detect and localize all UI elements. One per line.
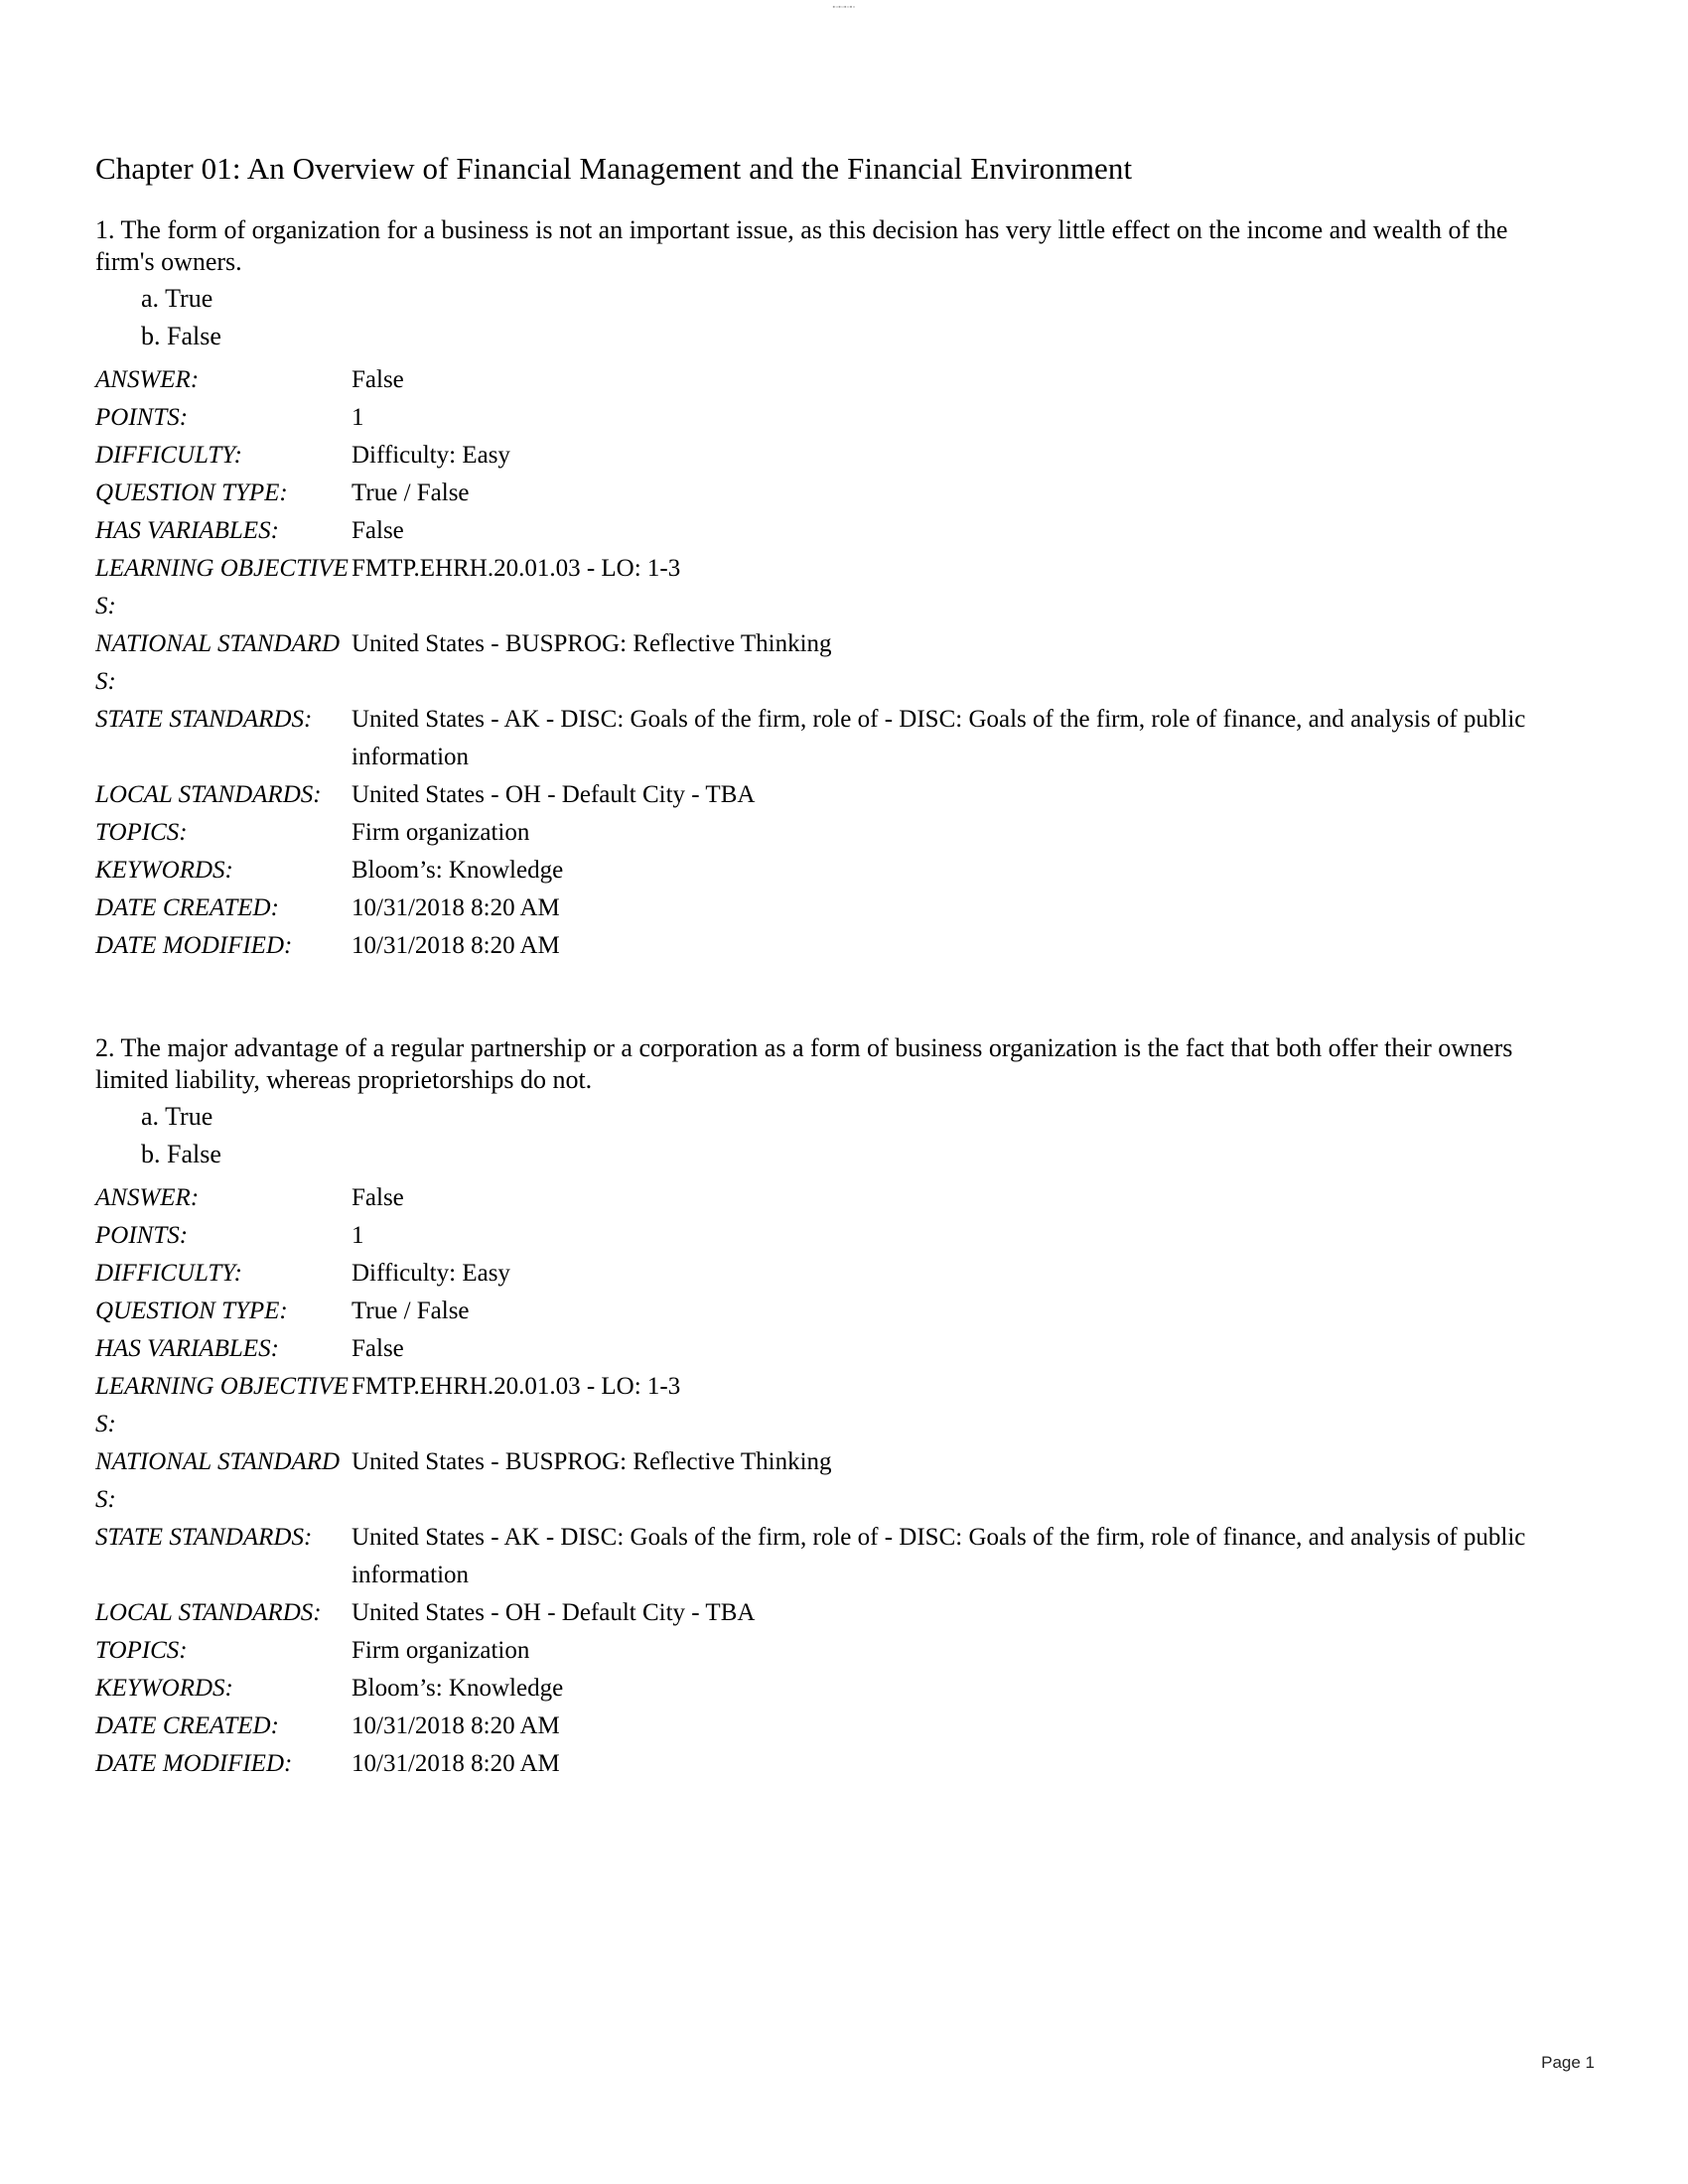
- table-row: [95, 1255, 1545, 1293]
- meta-value-topics: Firm organization: [352, 819, 530, 846]
- meta-label-answer: ANSWER:: [95, 1184, 200, 1211]
- meta-label-date-modified: DATE MODIFIED:: [95, 1750, 293, 1777]
- meta-value-answer: False: [352, 366, 404, 393]
- meta-value-date-modified: 10/31/2018 8:20 AM: [352, 1750, 560, 1777]
- page-title: Chapter 01: An Overview of Financial Management and the Financial Environment: [95, 151, 1133, 186]
- meta-label-has-variables: HAS VARIABLES:: [95, 517, 279, 544]
- meta-value-question-type: True / False: [352, 479, 470, 506]
- meta-value-learning-objectives: FMTP.EHRH.20.01.03 - LO: 1-3: [352, 555, 681, 582]
- meta-label-question-type: QUESTION TYPE:: [95, 1297, 288, 1324]
- meta-value-state-standards: United States - AK - DISC: Goals of the firm, role of - DISC: Goals of the firm, role of finance, and analysis of public information: [352, 1524, 1526, 1588]
- meta-value-difficulty: Difficulty: Easy: [352, 1260, 510, 1287]
- meta-value-local-standards: United States - OH - Default City - TBA: [352, 1599, 756, 1626]
- table-row: [95, 399, 1545, 437]
- choice-option-b[interactable]: b. False: [141, 1140, 221, 1168]
- meta-value-has-variables: False: [352, 517, 404, 544]
- table-row: [95, 512, 1545, 550]
- table-row: [95, 1368, 1545, 1443]
- meta-value-local-standards: United States - OH - Default City - TBA: [352, 781, 756, 808]
- table-row: [95, 852, 1545, 889]
- table-row: [95, 701, 1545, 776]
- meta-label-keywords: KEYWORDS:: [95, 1675, 233, 1702]
- meta-value-has-variables: False: [352, 1335, 404, 1362]
- meta-label-question-type: QUESTION TYPE:: [95, 479, 288, 506]
- meta-label-state-standards: STATE STANDARDS:: [95, 706, 313, 733]
- table-row: [95, 361, 1545, 399]
- table-row: [95, 550, 1545, 625]
- table-row: [95, 1519, 1545, 1594]
- table-row: [95, 1670, 1545, 1707]
- meta-value-date-created: 10/31/2018 8:20 AM: [352, 894, 560, 921]
- meta-value-keywords: Bloom’s: Knowledge: [352, 1675, 564, 1702]
- choice-option-b[interactable]: b. False: [141, 322, 221, 350]
- meta-value-date-modified: 10/31/2018 8:20 AM: [352, 932, 560, 959]
- meta-label-learning-objectives: LEARNING OBJECTIVES:: [95, 1373, 349, 1437]
- metadata-table: [95, 361, 1545, 965]
- meta-label-answer: ANSWER:: [95, 366, 200, 393]
- table-row: [95, 1594, 1545, 1632]
- table-row: [95, 1707, 1545, 1745]
- table-row: [95, 1632, 1545, 1670]
- meta-label-national-standards: NATIONAL STANDARDS:: [95, 630, 341, 695]
- table-row: [95, 1179, 1545, 1217]
- meta-value-question-type: True / False: [352, 1297, 470, 1324]
- question-stem: 2. The major advantage of a regular partnership or a corporation as a form of business organization is the fact that both offer their owners limited liability, whereas proprietorships do not.: [95, 1033, 1513, 1094]
- meta-label-local-standards: LOCAL STANDARDS:: [95, 1599, 322, 1626]
- metadata-table: [95, 1179, 1545, 1783]
- meta-label-topics: TOPICS:: [95, 819, 188, 846]
- meta-label-date-created: DATE CREATED:: [95, 894, 279, 921]
- table-row: [95, 1745, 1545, 1783]
- meta-value-difficulty: Difficulty: Easy: [352, 442, 510, 469]
- meta-label-local-standards: LOCAL STANDARDS:: [95, 781, 322, 808]
- table-row: [95, 889, 1545, 927]
- meta-value-national-standards: United States - BUSPROG: Reflective Thinking: [352, 1448, 832, 1475]
- meta-label-learning-objectives: LEARNING OBJECTIVES:: [95, 555, 349, 619]
- choice-list: [95, 280, 1595, 355]
- choice-option-a[interactable]: a. True: [141, 1102, 213, 1131]
- meta-label-date-modified: DATE MODIFIED:: [95, 932, 293, 959]
- meta-label-difficulty: DIFFICULTY:: [95, 442, 242, 469]
- meta-label-difficulty: DIFFICULTY:: [95, 1260, 242, 1287]
- meta-label-points: POINTS:: [95, 404, 189, 431]
- meta-value-national-standards: United States - BUSPROG: Reflective Thinking: [352, 630, 832, 657]
- table-row: [95, 927, 1545, 965]
- meta-value-points: 1: [352, 1222, 364, 1249]
- table-row: [95, 625, 1545, 701]
- meta-label-state-standards: STATE STANDARDS:: [95, 1524, 313, 1551]
- question-stem: 1. The form of organization for a business is not an important issue, as this decision has very little effect on the income and wealth of the firm's owners.: [95, 215, 1508, 276]
- meta-value-date-created: 10/31/2018 8:20 AM: [352, 1712, 560, 1739]
- table-row: [95, 776, 1545, 814]
- meta-value-state-standards: United States - AK - DISC: Goals of the firm, role of - DISC: Goals of the firm, role of finance, and analysis of public information: [352, 706, 1526, 770]
- choice-option-a[interactable]: a. True: [141, 284, 213, 313]
- meta-value-points: 1: [352, 404, 364, 431]
- table-row: [95, 1330, 1545, 1368]
- meta-value-answer: False: [352, 1184, 404, 1211]
- table-row: [95, 475, 1545, 512]
- choice-list: [95, 1098, 1595, 1173]
- table-row: [95, 1217, 1545, 1255]
- meta-label-date-created: DATE CREATED:: [95, 1712, 279, 1739]
- meta-value-learning-objectives: FMTP.EHRH.20.01.03 - LO: 1-3: [352, 1373, 681, 1400]
- meta-label-has-variables: HAS VARIABLES:: [95, 1335, 279, 1362]
- table-row: [95, 437, 1545, 475]
- block-separator: [95, 981, 1595, 1032]
- scan-header-artifact: ▪▫▪▫▪▫▪▫: [832, 4, 856, 11]
- meta-label-points: POINTS:: [95, 1222, 189, 1249]
- table-row: [95, 1293, 1545, 1330]
- question-block: [95, 214, 1595, 965]
- document-content: [95, 149, 1595, 1799]
- meta-value-keywords: Bloom’s: Knowledge: [352, 857, 564, 884]
- question-block: [95, 1032, 1595, 1783]
- table-row: [95, 814, 1545, 852]
- table-row: [95, 1443, 1545, 1519]
- meta-value-topics: Firm organization: [352, 1637, 530, 1664]
- page-footer: Page 1: [1541, 2053, 1595, 2072]
- meta-label-national-standards: NATIONAL STANDARDS:: [95, 1448, 341, 1513]
- meta-label-keywords: KEYWORDS:: [95, 857, 233, 884]
- meta-label-topics: TOPICS:: [95, 1637, 188, 1664]
